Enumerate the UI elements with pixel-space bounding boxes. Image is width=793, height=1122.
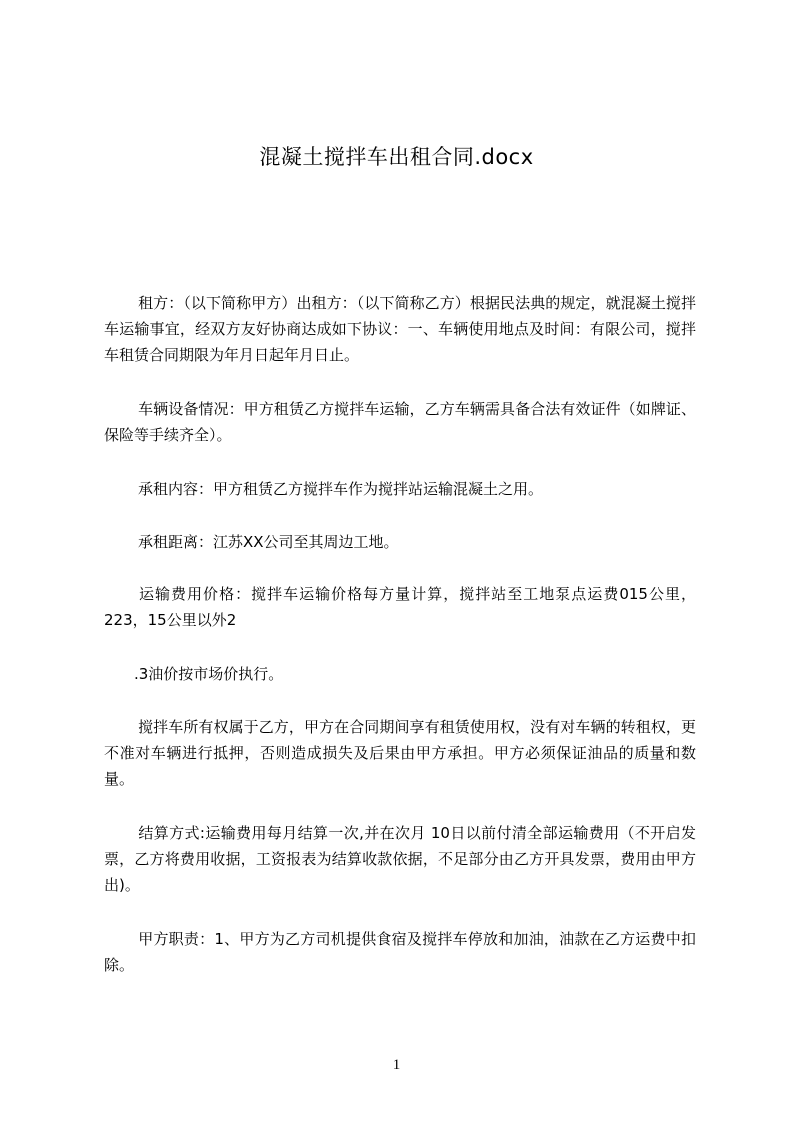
document-title: 混凝土搅拌车出租合同.docx: [259, 145, 534, 169]
paragraph-vehicle-equipment: [104, 396, 696, 448]
paragraph-text: .3油价按市场价执行。: [134, 665, 284, 683]
paragraph-text: 承租内容：甲方租赁乙方搅拌车作为搅拌站运输混凝土之用。: [138, 480, 544, 498]
paragraph-text: 甲方职责：1、甲方为乙方司机提供食宿及搅拌车停放和加油，油款在乙方运费中扣除。: [104, 930, 696, 974]
paragraph-text: 运输费用价格：搅拌车运输价格每方量计算，搅拌站至工地泵点运费015公里，223，15公里以外2: [104, 585, 696, 629]
paragraph-text: 承租距离：江苏XX公司至其周边工地。: [138, 533, 399, 551]
paragraph-text: 租方：（以下简称甲方）出租方：（以下简称乙方）根据民法典的规定，就混凝土搅拌车运输事宜，经双方友好协商达成如下协议：一、车辆使用地点及时间：有限公司，搅拌车租赁合同期限为年月日起年月日止。: [104, 294, 696, 364]
paragraph-text: 搅拌车所有权属于乙方，甲方在合同期间享有租赁使用权，没有对车辆的转租权，更不准对车辆进行抵押，否则造成损失及后果由甲方承担。甲方必须保证油品的质量和数量。: [104, 718, 696, 788]
paragraph-lease-distance: [104, 529, 696, 555]
paragraph-transport-price: [104, 581, 696, 633]
paragraph-lease-content: [104, 476, 696, 502]
paragraph-party-a-duties: [104, 926, 696, 978]
paragraph-parties: [104, 290, 696, 368]
paragraph-fuel-price: [104, 661, 696, 687]
page-number: 1: [392, 1057, 401, 1073]
paragraph-settlement: [104, 820, 696, 898]
paragraph-ownership: [104, 714, 696, 792]
paragraph-text: 车辆设备情况：甲方租赁乙方搅拌车运输，乙方车辆需具备合法有效证件（如牌证、保险等手续齐全）。: [104, 400, 696, 444]
paragraph-text: 结算方式:运输费用每月结算一次,并在次月 10日以前付清全部运输费用（不开启发票，乙方将费用收据，工资报表为结算收款依据，不足部分由乙方开具发票，费用由甲方出)。: [104, 824, 696, 894]
